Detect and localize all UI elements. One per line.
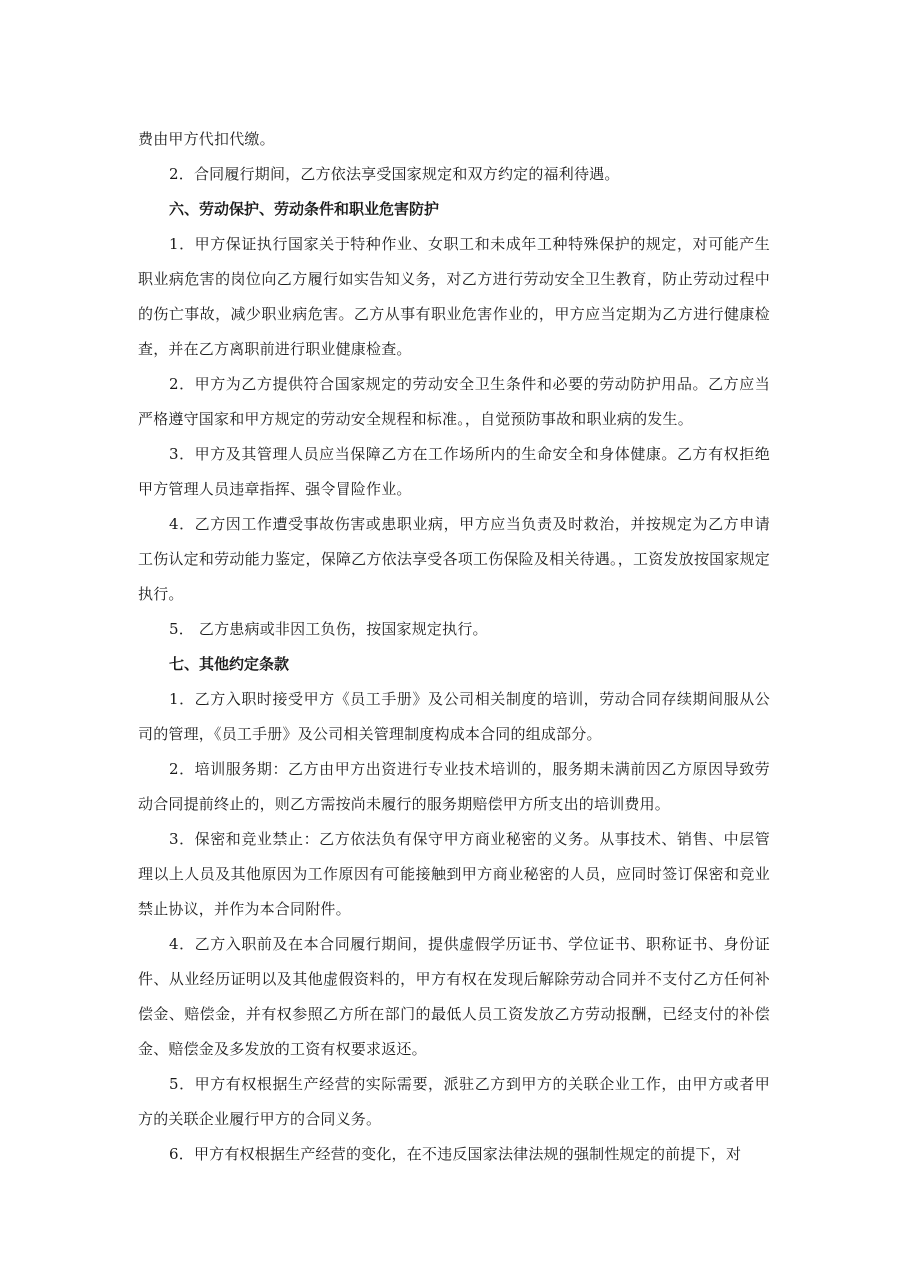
- clause-7-6: 6．甲方有权根据生产经营的变化，在不违反国家法律法规的强制性规定的前提下，对: [169, 1145, 742, 1163]
- clause-7-2: 2．培训服务期：乙方由甲方出资进行专业技术培训的，服务期未满前因乙方原因导致劳动合同提前终止的，则乙方需按尚未履行的服务期赔偿甲方所支出的培训费用。: [138, 760, 770, 813]
- paragraph-continuation: 费由甲方代扣代缴。: [138, 130, 275, 148]
- clause-6-2: 2．甲方为乙方提供符合国家规定的劳动安全卫生条件和必要的劳动防护用品。乙方应当严格遵守国家和甲方规定的劳动安全规程和标准。，自觉预防事故和职业病的发生。: [138, 375, 770, 428]
- section-heading-7: 七、其他约定条款: [169, 655, 290, 673]
- clause-6-1: 1．甲方保证执行国家关于特种作业、女职工和未成年工种特殊保护的规定，对可能产生职业病危害的岗位向乙方履行如实告知义务，对乙方进行劳动安全卫生教育，防止劳动过程中的伤亡事故，减少职业病危害。乙方从事有职业危害作业的，甲方应当定期为乙方进行健康检查，并在乙方离职前进行职业健康检查。: [138, 235, 770, 358]
- clause-7-3: 3．保密和竞业禁止：乙方依法负有保守甲方商业秘密的义务。从事技术、销售、中层管理以上人员及其他原因为工作原因有可能接触到甲方商业秘密的人员，应同时签订保密和竞业禁止协议，并作为本合同附件。: [138, 830, 770, 918]
- clause-6-3: 3．甲方及其管理人员应当保障乙方在工作场所内的生命安全和身体健康。乙方有权拒绝甲方管理人员违章指挥、强令冒险作业。: [138, 445, 770, 498]
- clause-5-2: 2．合同履行期间，乙方依法享受国家规定和双方约定的福利待遇。: [169, 165, 620, 183]
- clause-7-1: 1．乙方入职时接受甲方《员工手册》及公司相关制度的培训，劳动合同存续期间服从公司的管理，《员工手册》及公司相关管理制度构成本合同的组成部分。: [138, 690, 770, 743]
- clause-7-4: 4．乙方入职前及在本合同履行期间，提供虚假学历证书、学位证书、职称证书、身份证件、从业经历证明以及其他虚假资料的，甲方有权在发现后解除劳动合同并不支付乙方任何补偿金、赔偿金，并有权参照乙方所在部门的最低人员工资发放乙方劳动报酬，已经支付的补偿金、赔偿金及多发放的工资有权要求返还。: [138, 935, 770, 1058]
- clause-7-5: 5．甲方有权根据生产经营的实际需要，派驻乙方到甲方的关联企业工作，由甲方或者甲方的关联企业履行甲方的合同义务。: [138, 1075, 770, 1128]
- clause-6-5: 5． 乙方患病或非因工负伤，按国家规定执行。: [169, 620, 488, 638]
- section-heading-6: 六、劳动保护、劳动条件和职业危害防护: [169, 200, 440, 218]
- document-body: [138, 122, 770, 1172]
- clause-6-4: 4．乙方因工作遭受事故伤害或患职业病，甲方应当负责及时救治，并按规定为乙方申请工伤认定和劳动能力鉴定，保障乙方依法享受各项工伤保险及相关待遇。，工资发放按国家规定执行。: [138, 515, 770, 603]
